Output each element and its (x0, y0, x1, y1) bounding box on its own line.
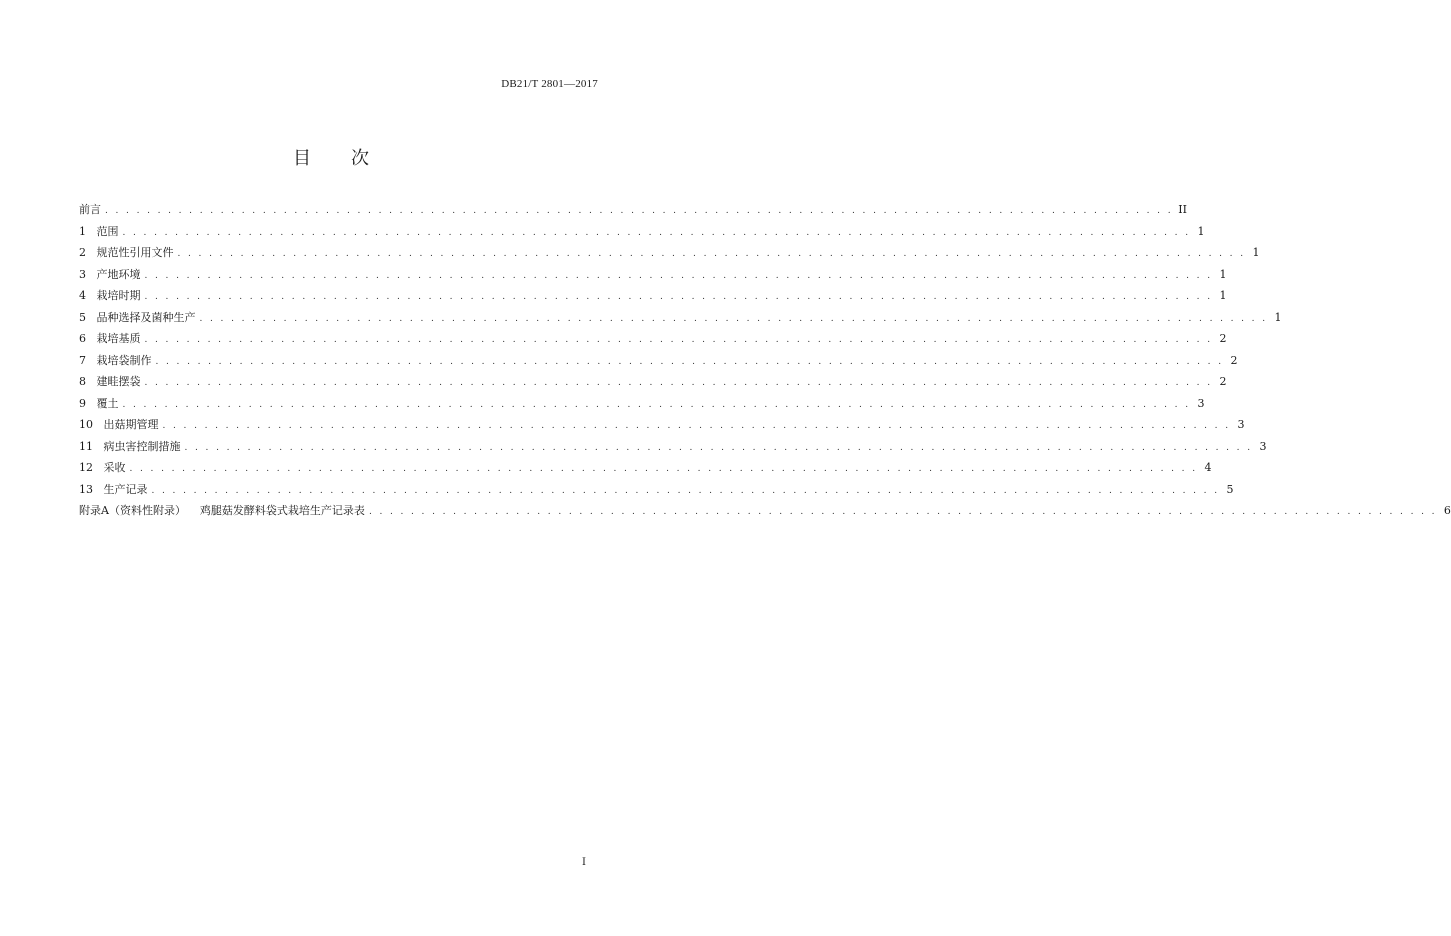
toc-section-number: 8 (79, 375, 86, 388)
toc-entry[interactable] (79, 457, 1212, 479)
toc-section-number: 2 (79, 246, 86, 259)
toc-page-number: 1 (1274, 310, 1282, 324)
page-title (0, 144, 662, 170)
toc-label: 栽培袋制作 (96, 353, 152, 367)
toc-leader-dots: . . . . . . . . . . . . . . . . . . . . . . . . . . . . . . . . . . . . . . . . . . . . . . . . . . . . . . . . . . . . . . . . . . . . . . . . . . . . . . . . . . . . . . . . . . . . . . . . . . . . . . (199, 313, 1268, 324)
toc-entry[interactable] (79, 393, 1205, 415)
toc-leader-dots: . . . . . . . . . . . . . . . . . . . . . . . . . . . . . . . . . . . . . . . . . . . . . . . . . . . . . . . . . . . . . . . . . . . . . . . . . . . . . . . . . . . . . . . . . . . . . . . . . . . . . . (129, 464, 1198, 474)
toc-leader-dots: . . . . . . . . . . . . . . . . . . . . . . . . . . . . . . . . . . . . . . . . . . . . . . . . . . . . . . . . . . . . . . . . . . . . . . . . . . . . . . . . . . . . . . . . . . . . . . . . . . . . . . (184, 442, 1253, 453)
toc-entry[interactable] (79, 242, 1260, 264)
toc-label: 出菇期管理 (103, 418, 159, 431)
toc-leader-dots: . . . . . . . . . . . . . . . . . . . . . . . . . . . . . . . . . . . . . . . . . . . . . . . . . . . . . . . . . . . . . . . . . . . . . . . . . . . . . . . . . . . . . . . . . . . . . . . . . . . . . . (122, 399, 1191, 410)
toc-label: 覆土 (96, 396, 119, 410)
toc-leader-dots: . . . . . . . . . . . . . . . . . . . . . . . . . . . . . . . . . . . . . . . . . . . . . . . . . . . . . . . . . . . . . . . . . . . . . . . . . . . . . . . . . . . . . . . . . . . . . . . . . . . . . . (155, 356, 1224, 367)
toc-label: 栽培时期 (96, 289, 141, 302)
toc-entry[interactable] (79, 371, 1227, 393)
title-part-1: 目 (293, 148, 311, 169)
toc-section-number: 4 (79, 289, 86, 302)
toc-entry-appendix-a[interactable] (79, 500, 1451, 522)
toc-section-number: 12 (79, 461, 93, 474)
toc-label: 规范性引用文件 (96, 246, 174, 259)
toc-section-number: 1 (79, 224, 86, 238)
toc-page-number: 2 (1219, 332, 1227, 345)
toc-entry[interactable] (79, 307, 1282, 329)
toc-entry[interactable] (79, 221, 1205, 243)
toc-leader-dots: . . . . . . . . . . . . . . . . . . . . . . . . . . . . . . . . . . . . . . . . . . . . . . . . . . . . . . . . . . . . . . . . . . . . . . . . . . . . . . . . . . . . . . . . . . . . . . . . . . . . . . (177, 249, 1246, 259)
toc-page-number: 6 (1443, 504, 1451, 517)
toc-label: 产地环境 (96, 267, 141, 281)
toc-page-number: 5 (1226, 482, 1234, 496)
toc-leader-dots: . . . . . . . . . . . . . . . . . . . . . . . . . . . . . . . . . . . . . . . . . . . . . . . . . . . . . . . . . . . . . . . . . . . . . . . . . . . . . . . . . . . . . . . . . . . . . . . . . . . . . . (144, 378, 1213, 388)
toc-label: 栽培基质 (96, 332, 141, 345)
toc-page-number: 1 (1219, 289, 1227, 302)
toc-section-number: 11 (79, 439, 93, 453)
toc-leader-dots: . . . . . . . . . . . . . . . . . . . . . . . . . . . . . . . . . . . . . . . . . . . . . . . . . . . . . . . . . . . . . . . . . . . . . . . . . . . . . . . . . . . . . . . . . . . . . . . . . . . . . . (151, 485, 1220, 496)
toc-label: 生产记录 (103, 482, 148, 496)
toc-page-number: II (1178, 203, 1187, 216)
title-part-2: 次 (351, 148, 369, 169)
toc-page-number: 3 (1197, 396, 1205, 410)
toc-page-number: 1 (1252, 246, 1260, 259)
toc-entry-foreword[interactable] (79, 199, 1187, 221)
toc-leader-dots: . . . . . . . . . . . . . . . . . . . . . . . . . . . . . . . . . . . . . . . . . . . . . . . . . . . . . . . . . . . . . . . . . . . . . . . . . . . . . . . . . . . . . . . . . . . . . . . . . . . . . . (162, 421, 1231, 431)
toc-entry[interactable] (79, 350, 1238, 372)
document-code: DB21/T 2801—2017 (501, 78, 598, 90)
toc-page-number: 3 (1237, 418, 1245, 431)
toc-label: 范围 (96, 224, 119, 238)
toc-section-number: 6 (79, 332, 86, 345)
toc-leader-dots: . . . . . . . . . . . . . . . . . . . . . . . . . . . . . . . . . . . . . . . . . . . . . . . . . . . . . . . . . . . . . . . . . . . . . . . . . . . . . . . . . . . . . . . . . . . . . . . . . . . . . . (105, 206, 1173, 216)
toc-label: 前言 (79, 203, 101, 216)
toc-page-number: 2 (1230, 353, 1238, 367)
toc-section-number: 7 (79, 353, 86, 367)
toc-page-number: 1 (1197, 224, 1205, 238)
toc-leader-dots: . . . . . . . . . . . . . . . . . . . . . . . . . . . . . . . . . . . . . . . . . . . . . . . . . . . . . . . . . . . . . . . . . . . . . . . . . . . . . . . . . . . . . . . . . . . . . . . . . . . . . . (122, 227, 1191, 238)
toc-page-number: 4 (1204, 461, 1212, 474)
toc-entry[interactable] (79, 285, 1227, 307)
toc-label: 建畦摆袋 (96, 375, 141, 388)
toc-page-number: 1 (1219, 267, 1227, 281)
toc-section-number: 5 (79, 310, 86, 324)
toc-section-number: 13 (79, 482, 93, 496)
table-of-contents (79, 199, 1451, 522)
toc-label: 病虫害控制措施 (103, 439, 181, 453)
toc-entry[interactable] (79, 414, 1245, 436)
toc-leader-dots: . . . . . . . . . . . . . . . . . . . . . . . . . . . . . . . . . . . . . . . . . . . . . . . . . . . . . . . . . . . . . . . . . . . . . . . . . . . . . . . . . . . . . . . . . . . . . . . . . . . . . . (144, 270, 1213, 281)
toc-leader-dots: . . . . . . . . . . . . . . . . . . . . . . . . . . . . . . . . . . . . . . . . . . . . . . . . . . . . . . . . . . . . . . . . . . . . . . . . . . . . . . . . . . . . . . . . . . . . . . . . . . . . . . (368, 507, 1437, 517)
toc-page-number: 3 (1259, 439, 1267, 453)
toc-label: 附录A（资料性附录） 鸡腿菇发酵料袋式栽培生产记录表 (79, 504, 365, 517)
toc-page-number: 2 (1219, 375, 1227, 388)
toc-leader-dots: . . . . . . . . . . . . . . . . . . . . . . . . . . . . . . . . . . . . . . . . . . . . . . . . . . . . . . . . . . . . . . . . . . . . . . . . . . . . . . . . . . . . . . . . . . . . . . . . . . . . . . (144, 292, 1213, 302)
toc-entry[interactable] (79, 479, 1234, 501)
toc-entry[interactable] (79, 328, 1227, 350)
toc-label: 品种选择及菌种生产 (96, 310, 196, 324)
toc-leader-dots: . . . . . . . . . . . . . . . . . . . . . . . . . . . . . . . . . . . . . . . . . . . . . . . . . . . . . . . . . . . . . . . . . . . . . . . . . . . . . . . . . . . . . . . . . . . . . . . . . . . . . . (144, 335, 1213, 345)
toc-section-number: 10 (79, 418, 93, 431)
toc-section-number: 3 (79, 267, 86, 281)
toc-section-number: 9 (79, 396, 86, 410)
toc-label: 采收 (103, 461, 126, 474)
toc-entry[interactable] (79, 436, 1267, 458)
footer-page-number: I (582, 857, 586, 868)
toc-entry[interactable] (79, 264, 1227, 286)
